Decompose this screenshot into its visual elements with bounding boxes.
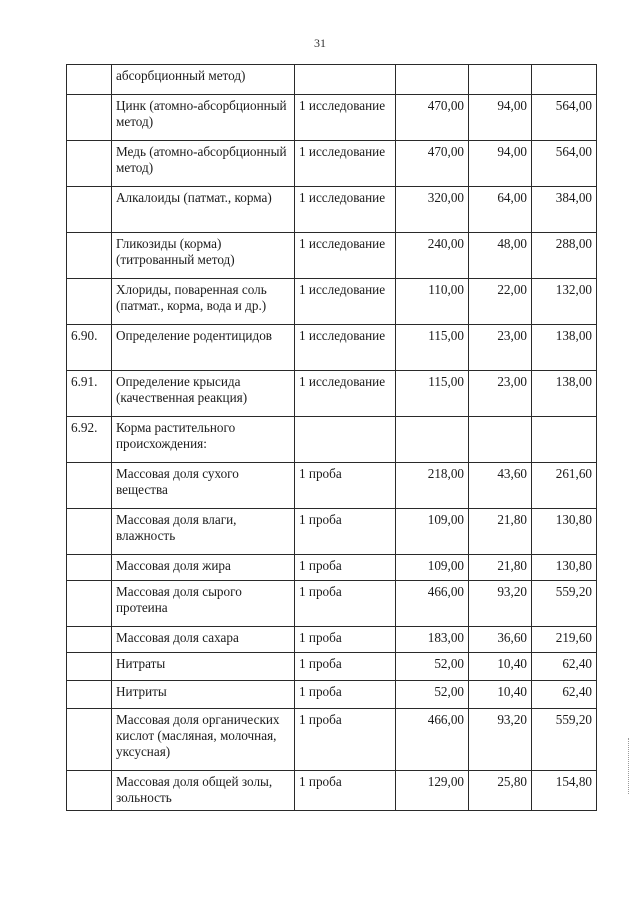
vat-cell: [469, 65, 532, 95]
row-number-cell: [67, 65, 112, 95]
service-name-cell: Хлориды, поваренная соль (патмат., корма, вода и др.): [112, 279, 295, 325]
service-name-cell: Определение крысида (качественная реакция): [112, 371, 295, 417]
unit-cell: 1 проба: [295, 509, 396, 555]
service-name-cell: Медь (атомно-абсорбционный метод): [112, 141, 295, 187]
service-name-cell: Массовая доля жира: [112, 555, 295, 581]
table-row: [67, 463, 597, 509]
total-cell: 138,00: [532, 325, 597, 371]
table-body: [67, 65, 597, 811]
vat-cell: 10,40: [469, 653, 532, 681]
row-number-cell: [67, 463, 112, 509]
row-number-cell: [67, 581, 112, 627]
table-row: [67, 371, 597, 417]
total-cell: 559,20: [532, 581, 597, 627]
table-row: [67, 233, 597, 279]
unit-cell: 1 исследование: [295, 325, 396, 371]
row-number-cell: [67, 509, 112, 555]
vat-cell: 64,00: [469, 187, 532, 233]
service-name-cell: Цинк (атомно-абсорбционный метод): [112, 95, 295, 141]
row-number-cell: 6.91.: [67, 371, 112, 417]
unit-cell: 1 проба: [295, 771, 396, 811]
price-cell: 109,00: [396, 555, 469, 581]
price-cell: 240,00: [396, 233, 469, 279]
total-cell: 138,00: [532, 371, 597, 417]
page-number: 31: [314, 36, 326, 50]
total-cell: 132,00: [532, 279, 597, 325]
row-number-cell: [67, 279, 112, 325]
price-table: [66, 64, 597, 811]
service-name-cell: Массовая доля общей золы, зольность: [112, 771, 295, 811]
table-row: [67, 141, 597, 187]
table-row: [67, 509, 597, 555]
price-cell: [396, 417, 469, 463]
price-cell: 466,00: [396, 581, 469, 627]
vat-cell: 22,00: [469, 279, 532, 325]
total-cell: 384,00: [532, 187, 597, 233]
row-number-cell: [67, 187, 112, 233]
unit-cell: 1 проба: [295, 463, 396, 509]
price-cell: 110,00: [396, 279, 469, 325]
table-row: [67, 555, 597, 581]
price-cell: 52,00: [396, 681, 469, 709]
unit-cell: 1 исследование: [295, 279, 396, 325]
vat-cell: 93,20: [469, 709, 532, 771]
service-name-cell: Массовая доля сахара: [112, 627, 295, 653]
total-cell: 130,80: [532, 555, 597, 581]
service-name-cell: Массовая доля сырого протеина: [112, 581, 295, 627]
vat-cell: 94,00: [469, 141, 532, 187]
row-number-cell: [67, 771, 112, 811]
unit-cell: 1 исследование: [295, 233, 396, 279]
service-name-cell: Корма растительного происхождения:: [112, 417, 295, 463]
unit-cell: 1 проба: [295, 555, 396, 581]
unit-cell: 1 проба: [295, 581, 396, 627]
table-row: [67, 417, 597, 463]
vat-cell: 43,60: [469, 463, 532, 509]
price-cell: 109,00: [396, 509, 469, 555]
table-row: [67, 325, 597, 371]
vat-cell: 93,20: [469, 581, 532, 627]
price-cell: 52,00: [396, 653, 469, 681]
service-name-cell: Нитраты: [112, 653, 295, 681]
vat-cell: [469, 417, 532, 463]
row-number-cell: [67, 653, 112, 681]
price-cell: 115,00: [396, 371, 469, 417]
total-cell: 564,00: [532, 95, 597, 141]
unit-cell: 1 исследование: [295, 141, 396, 187]
service-name-cell: Алкалоиды (патмат., корма): [112, 187, 295, 233]
unit-cell: 1 проба: [295, 653, 396, 681]
service-name-cell: Гликозиды (корма) (титрованный метод): [112, 233, 295, 279]
unit-cell: 1 проба: [295, 627, 396, 653]
service-name-cell: Определение родентицидов: [112, 325, 295, 371]
table-row: [67, 279, 597, 325]
price-cell: 183,00: [396, 627, 469, 653]
vat-cell: 25,80: [469, 771, 532, 811]
price-cell: 129,00: [396, 771, 469, 811]
total-cell: 62,40: [532, 653, 597, 681]
service-name-cell: Массовая доля влаги, влажность: [112, 509, 295, 555]
table-row: [67, 95, 597, 141]
service-name-cell: абсорбционный метод): [112, 65, 295, 95]
price-cell: 470,00: [396, 95, 469, 141]
vat-cell: 21,80: [469, 555, 532, 581]
row-number-cell: [67, 681, 112, 709]
service-name-cell: Массовая доля органических кислот (масляная, молочная, уксусная): [112, 709, 295, 771]
price-cell: 218,00: [396, 463, 469, 509]
price-cell: [396, 65, 469, 95]
service-name-cell: Нитриты: [112, 681, 295, 709]
table-row: [67, 581, 597, 627]
total-cell: 154,80: [532, 771, 597, 811]
table-row: [67, 627, 597, 653]
table-row: [67, 681, 597, 709]
unit-cell: [295, 65, 396, 95]
table-row: [67, 653, 597, 681]
total-cell: 62,40: [532, 681, 597, 709]
total-cell: [532, 65, 597, 95]
row-number-cell: 6.92.: [67, 417, 112, 463]
total-cell: 219,60: [532, 627, 597, 653]
total-cell: 564,00: [532, 141, 597, 187]
vat-cell: 10,40: [469, 681, 532, 709]
row-number-cell: [67, 233, 112, 279]
unit-cell: 1 исследование: [295, 187, 396, 233]
scan-margin-mark: [628, 738, 632, 794]
row-number-cell: [67, 555, 112, 581]
vat-cell: 23,00: [469, 371, 532, 417]
price-cell: 320,00: [396, 187, 469, 233]
vat-cell: 48,00: [469, 233, 532, 279]
total-cell: [532, 417, 597, 463]
price-cell: 115,00: [396, 325, 469, 371]
row-number-cell: [67, 141, 112, 187]
total-cell: 261,60: [532, 463, 597, 509]
vat-cell: 23,00: [469, 325, 532, 371]
total-cell: 559,20: [532, 709, 597, 771]
unit-cell: [295, 417, 396, 463]
vat-cell: 36,60: [469, 627, 532, 653]
vat-cell: 21,80: [469, 509, 532, 555]
total-cell: 130,80: [532, 509, 597, 555]
unit-cell: 1 исследование: [295, 95, 396, 141]
row-number-cell: [67, 627, 112, 653]
table-row: [67, 65, 597, 95]
table-row: [67, 709, 597, 771]
row-number-cell: [67, 95, 112, 141]
total-cell: 288,00: [532, 233, 597, 279]
table-row: [67, 771, 597, 811]
service-name-cell: Массовая доля сухого вещества: [112, 463, 295, 509]
unit-cell: 1 проба: [295, 681, 396, 709]
price-cell: 466,00: [396, 709, 469, 771]
unit-cell: 1 исследование: [295, 371, 396, 417]
row-number-cell: [67, 709, 112, 771]
vat-cell: 94,00: [469, 95, 532, 141]
table-row: [67, 187, 597, 233]
unit-cell: 1 проба: [295, 709, 396, 771]
row-number-cell: 6.90.: [67, 325, 112, 371]
price-cell: 470,00: [396, 141, 469, 187]
